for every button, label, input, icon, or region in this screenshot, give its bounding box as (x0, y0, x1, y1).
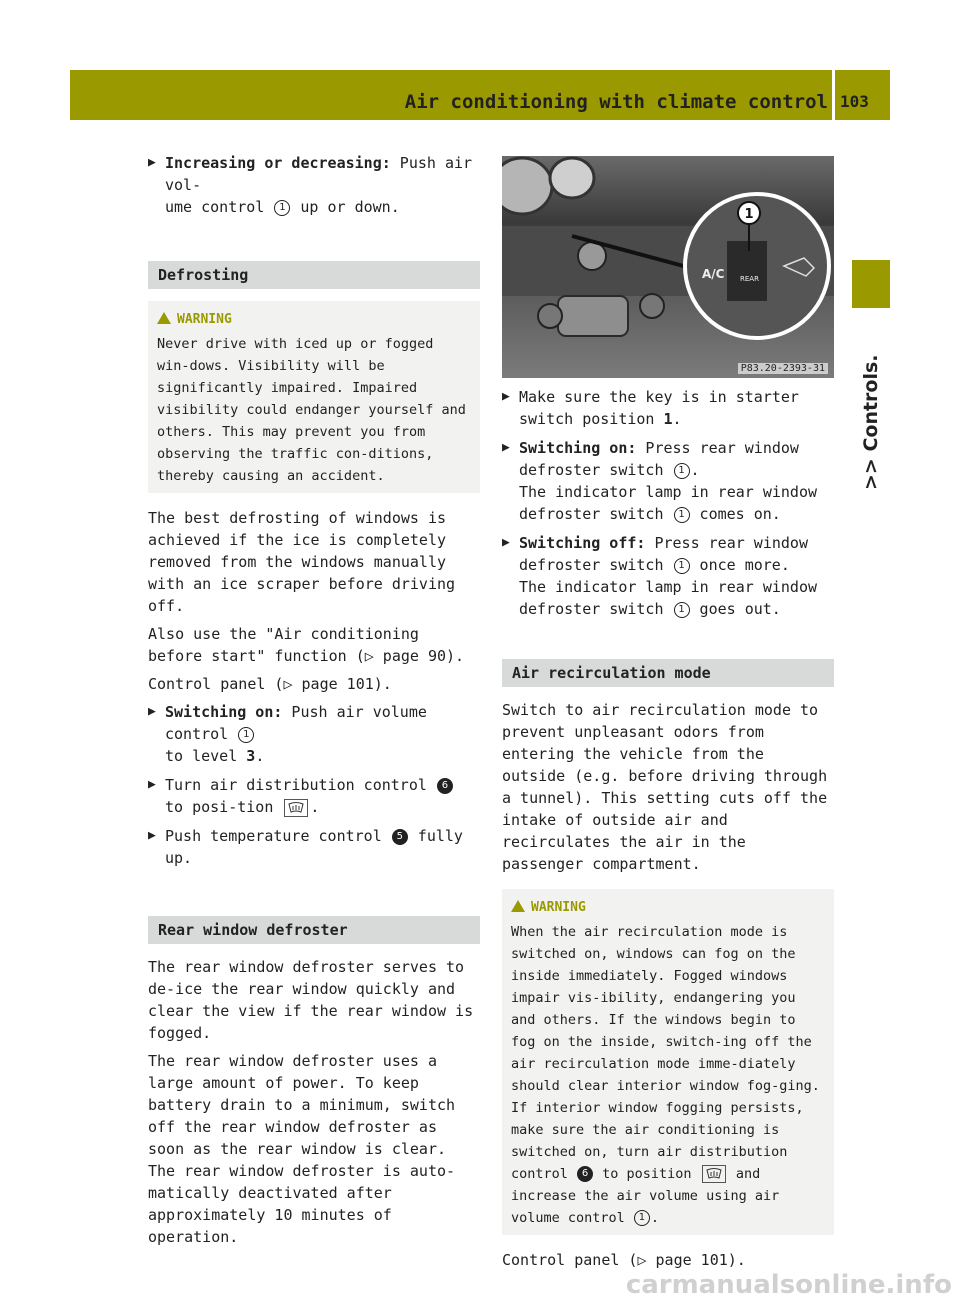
step-switching-on: ▶ Switching on: Push air volume control 1 to level 3. (148, 703, 427, 765)
watermark: carmanualsonline.info (625, 1270, 952, 1300)
step-turn-distribution: ▶ Turn air distribution control 6 to posi-tion . (148, 774, 480, 818)
warning-text: When the air recirculation mode is switched on, windows can fog on the inside immediately. Fogged windows impair vis-ibility, endangering you and others. If the windows begin to fog on the inside, switch-ing off the air recirculation mode imme-diately should clear interior window fog-ging. If interior window fogging persists, make sure the air conditioning is switched on, turn air distribution control 6 to position and increase the air volume using air volume control 1 . (511, 924, 820, 1226)
warning-text: Never drive with iced up or fogged win-dows. Visibility will be significantly impaired. Impaired visibility could endanger yourself and others. This may prevent you from observing the traffic con-ditions, thereby causing an accident. (157, 336, 466, 484)
left-column (148, 152, 480, 1254)
step-push-temperature: ▶ Push temperature control 5 fully up. (148, 827, 463, 867)
svg-text:A/C: A/C (702, 267, 725, 281)
windshield-defrost-icon (284, 799, 308, 817)
arrow-icon: ▶ (148, 828, 156, 843)
header-divider (832, 70, 835, 120)
paragraph: The rear window defroster uses a large amount of power. To keep battery drain to a minimum, switch off the rear window defroster as soon as the rear window is clear. The rear window defroster is auto-matically deactivated after approximately 10 minutes of operation. (148, 1052, 456, 1246)
step-rear-switching-off: ▶ Switching off: Press rear window defroster switch 1 once more. The indicator lamp in rear window defroster switch 1 goes out. (502, 534, 818, 618)
section-heading-recirculation: Air recirculation mode (502, 659, 834, 687)
step-rear-switching-on: ▶ Switching on: Press rear window defroster switch 1 . The indicator lamp in rear window defroster switch 1 comes on. (502, 439, 818, 523)
photo-reference-code: P83.20-2393-31 (738, 363, 828, 374)
switch-1-icon: 1 (674, 602, 690, 618)
arrow-icon: ▶ (502, 389, 510, 404)
switch-1-icon: 1 (674, 463, 690, 479)
svg-text:1: 1 (744, 207, 754, 222)
arrow-icon: ▶ (502, 535, 510, 550)
page-header (70, 70, 890, 120)
paragraph-control-panel-ref: Control panel (▷ page 101). (148, 675, 392, 693)
right-column (502, 386, 834, 1277)
warning-box-defrosting: WARNING Never drive with iced up or fogged win-dows. Visibility will be significantly impaired. Impaired visibility could endanger yourself and others. This may prevent you from observing the traffic con-ditions, thereby causing an accident. (148, 301, 480, 493)
step-increasing: ▶ Increasing or decreasing: Push air vol- ume control 1 up or down. (148, 154, 473, 216)
control-1-icon: 1 (238, 727, 254, 743)
warning-triangle-icon (511, 900, 525, 912)
control-1-icon: 1 (634, 1210, 650, 1226)
section-heading-rear-defroster: Rear window defroster (148, 916, 480, 944)
control-1-icon: 1 (274, 200, 290, 216)
side-tab-marker (852, 260, 890, 308)
svg-text:REAR: REAR (740, 275, 759, 283)
control-6-icon: 6 (437, 778, 453, 794)
control-6-icon: 6 (577, 1166, 593, 1182)
paragraph-control-panel-ref: Control panel (▷ page 101). (502, 1251, 746, 1269)
windshield-defrost-icon (702, 1165, 726, 1183)
paragraph: Switch to air recirculation mode to prevent unpleasant odors from entering the vehicle from the outside (e.g. before driving through a tunnel). This setting cuts off the intake of outside air and recirculates the air in the passenger compartment. (502, 701, 828, 873)
paragraph: The best defrosting of windows is achieved if the ice is completely removed from the windows manually with an ice scraper before driving off. (148, 509, 456, 615)
side-section-label: >> Controls. (860, 354, 882, 490)
arrow-icon: ▶ (148, 704, 156, 719)
paragraph: The rear window defroster serves to de-ice the rear window quickly and clear the view if the rear window is fogged. (148, 958, 474, 1042)
page-number: 103 (840, 92, 869, 111)
arrow-icon: ▶ (148, 155, 156, 170)
arrow-icon: ▶ (148, 777, 156, 792)
arrow-icon: ▶ (502, 440, 510, 455)
paragraph: Also use the "Air conditioning before start" function (▷ page 90). (148, 625, 465, 665)
step-key-position: ▶ Make sure the key is in starter switch position 1. (502, 388, 799, 428)
chapter-title: Air conditioning with climate control (404, 91, 828, 113)
warning-triangle-icon (157, 312, 171, 324)
dashboard-photo (502, 156, 834, 378)
switch-1-icon: 1 (674, 558, 690, 574)
warning-box-recirculation: WARNING When the air recirculation mode is switched on, windows can fog on the inside immediately. Fogged windows impair vis-ibility, endangering you and others. If the windows begin to fog on the inside, switch-ing off the air recirculation mode imme-diately should clear interior window fog-ging. If interior window fogging persists, make sure the air conditioning is switched on, turn air distribution control 6 to position and increase the air volume using air volume control 1 . (502, 889, 834, 1235)
switch-1-icon: 1 (674, 507, 690, 523)
section-heading-defrosting: Defrosting (148, 261, 480, 289)
control-5-icon: 5 (392, 829, 408, 845)
